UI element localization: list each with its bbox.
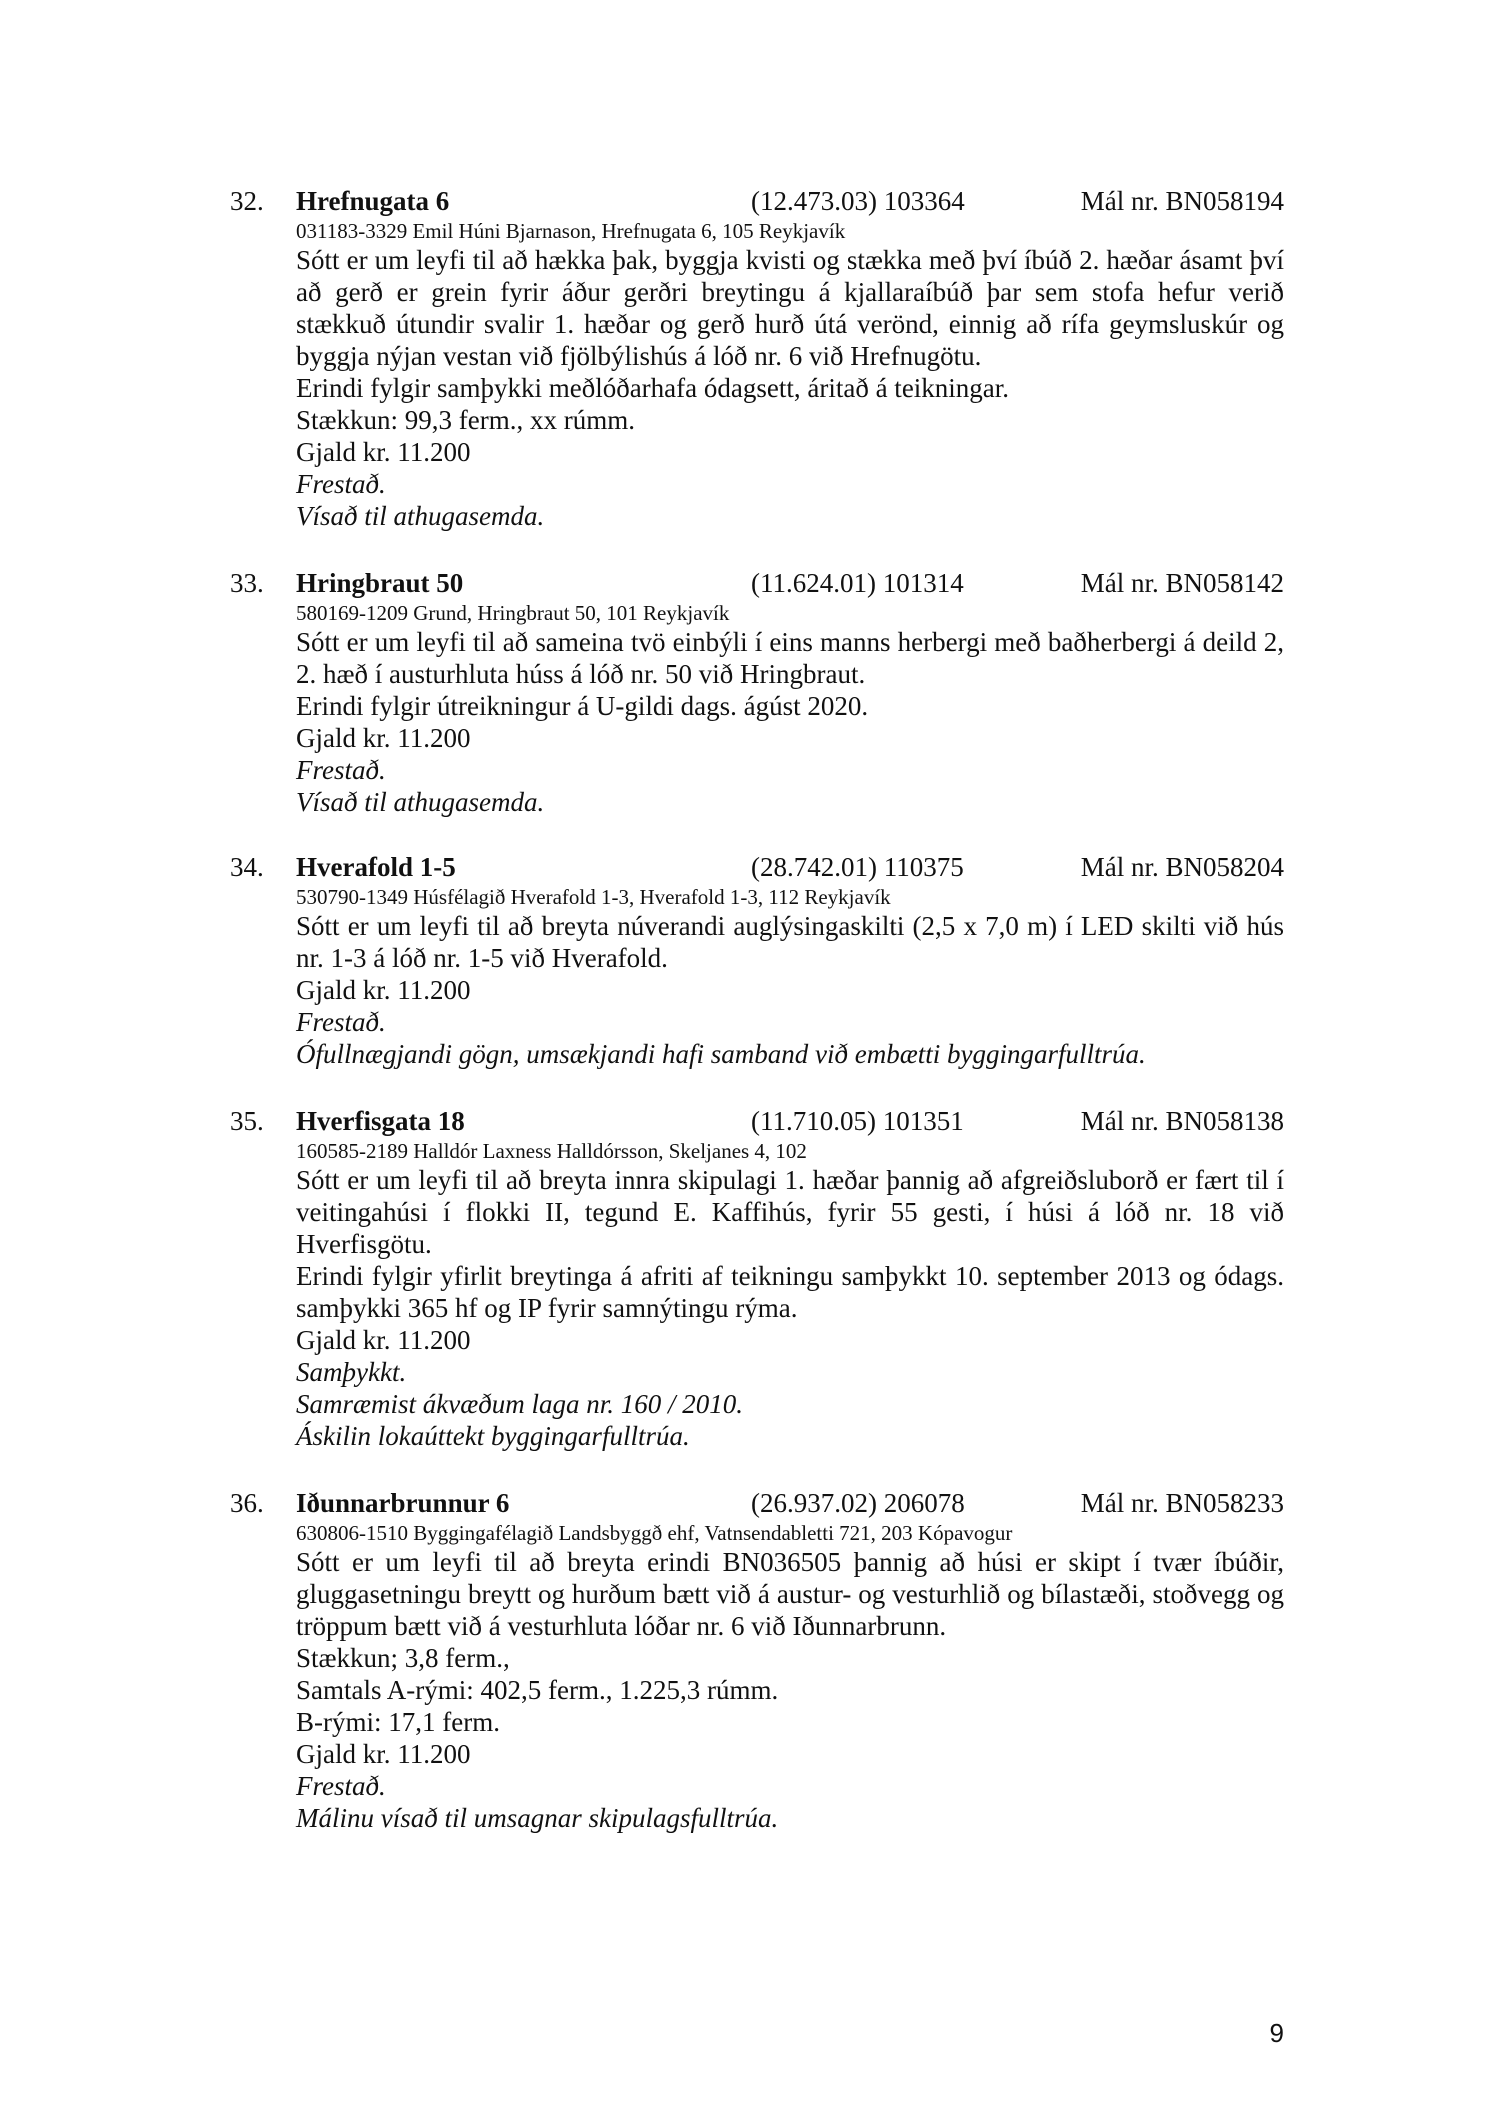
property-code: (12.473.03) 103364 (751, 186, 965, 216)
entry-address: Hrefnugata 6 (296, 186, 450, 216)
property-code: (11.624.01) 101314 (751, 568, 964, 598)
entry-address: Hverfisgata 18 (296, 1106, 465, 1136)
page-number: 9 (1269, 2018, 1284, 2048)
case-number: Mál nr. BN058204 (1080, 852, 1284, 882)
description: Sótt er um leyfi til að sameina tvö einbýli í eins manns herbergi með baðherbergi á deild 2, 2. hæð í austurhluta húss á lóð nr. 50 við Hringbraut. (296, 627, 1284, 689)
detail-line: B-rými: 17,1 ferm. (296, 1707, 500, 1737)
entry-number: 33. (230, 568, 264, 598)
entry-address: Hverafold 1-5 (296, 852, 456, 882)
decision: Áskilin lokaúttekt byggingarfulltrúa. (296, 1421, 690, 1451)
applicant: 530790-1349 Húsfélagið Hverafold 1-3, Hverafold 1-3, 112 Reykjavík (296, 885, 891, 909)
fee-line: Gjald kr. 11.200 (296, 975, 471, 1005)
entry-body (296, 1138, 1284, 1452)
description: Sótt er um leyfi til að breyta erindi BN036505 þannig að húsi er skipt í tvær íbúðir, gluggasetningu breytt og hurðum bætt við á austur- og vesturhlið og bílastæði, stoðvegg og tröppum bætt við á vesturhluta lóðar nr. 6 við Iðunnarbrunn. (296, 1547, 1284, 1641)
detail-line: Erindi fylgir yfirlit breytinga á afriti af teikningu samþykkt 10. september 2013 og ódags. samþykki 365 hf og IP fyrir samnýtingu rýma. (296, 1261, 1284, 1323)
decision: Samþykkt. (296, 1357, 407, 1387)
case-entry (230, 1104, 1284, 1452)
case-number: Mál nr. BN058194 (1080, 186, 1284, 216)
decision: Frestað. (296, 1007, 386, 1037)
detail-line: Samtals A-rými: 402,5 ferm., 1.225,3 rúmm. (296, 1675, 779, 1705)
property-code: (26.937.02) 206078 (751, 1488, 965, 1518)
fee-line: Gjald kr. 11.200 (296, 1739, 471, 1769)
decision: Málinu vísað til umsagnar skipulagsfulltrúa. (296, 1803, 779, 1833)
detail-line: Stækkun: 99,3 ferm., xx rúmm. (296, 405, 635, 435)
case-entry (230, 184, 1284, 532)
decision: Samræmist ákvæðum laga nr. 160 / 2010. (296, 1389, 744, 1419)
decision: Vísað til athugasemda. (296, 787, 545, 817)
detail-line: Stækkun; 3,8 ferm., (296, 1643, 510, 1673)
applicant: 580169-1209 Grund, Hringbraut 50, 101 Reykjavík (296, 601, 730, 625)
case-entry (230, 566, 1284, 818)
entry-number: 32. (230, 186, 264, 216)
decision: Frestað. (296, 469, 386, 499)
entry-header (230, 184, 1284, 218)
entry-address: Hringbraut 50 (296, 568, 464, 598)
applicant: 031183-3329 Emil Húni Bjarnason, Hrefnugata 6, 105 Reykjavík (296, 219, 846, 243)
fee-line: Gjald kr. 11.200 (296, 437, 471, 467)
entry-header (230, 1104, 1284, 1138)
entry-header (230, 850, 1284, 884)
case-number: Mál nr. BN058233 (1080, 1488, 1284, 1518)
entry-body (296, 1520, 1284, 1834)
case-number: Mál nr. BN058138 (1080, 1106, 1284, 1136)
detail-line: Erindi fylgir útreikningur á U-gildi dags. ágúst 2020. (296, 691, 869, 721)
detail-line: Erindi fylgir samþykki meðlóðarhafa ódagsett, áritað á teikningar. (296, 373, 1010, 403)
case-entry (230, 850, 1284, 1070)
decision: Frestað. (296, 755, 386, 785)
description: Sótt er um leyfi til að hækka þak, byggja kvisti og stækka með því íbúð 2. hæðar ásamt því að gerð er grein fyrir áður gerðri breytingu á kjallaraíbúð þar sem stofa hefur verið stækkuð útundir svalir 1. hæðar og gerð hurð útá verönd, einnig að rífa geymsluskúr og byggja nýjan vestan við fjölbýlishús á lóð nr. 6 við Hrefnugötu. (296, 245, 1284, 371)
applicant: 160585-2189 Halldór Laxness Halldórsson, Skeljanes 4, 102 (296, 1139, 807, 1163)
fee-line: Gjald kr. 11.200 (296, 1325, 471, 1355)
fee-line: Gjald kr. 11.200 (296, 723, 471, 753)
case-entry (230, 1486, 1284, 1834)
applicant: 630806-1510 Byggingafélagið Landsbyggð ehf, Vatnsendabletti 721, 203 Kópavogur (296, 1521, 1013, 1545)
case-number: Mál nr. BN058142 (1080, 568, 1284, 598)
decision: Frestað. (296, 1771, 386, 1801)
entry-header (230, 1486, 1284, 1520)
entry-body (296, 600, 1284, 818)
decision: Ófullnægjandi gögn, umsækjandi hafi samband við embætti byggingarfulltrúa. (296, 1039, 1146, 1069)
decision: Vísað til athugasemda. (296, 501, 545, 531)
entry-address: Iðunnarbrunnur 6 (296, 1488, 510, 1518)
entry-number: 35. (230, 1106, 264, 1136)
property-code: (11.710.05) 101351 (751, 1106, 964, 1136)
property-code: (28.742.01) 110375 (751, 852, 964, 882)
entry-number: 34. (230, 852, 264, 882)
entry-body (296, 884, 1284, 1070)
entry-body (296, 218, 1284, 532)
entry-number: 36. (230, 1488, 264, 1518)
description: Sótt er um leyfi til að breyta núverandi auglýsingaskilti (2,5 x 7,0 m) í LED skilti við hús nr. 1-3 á lóð nr. 1-5 við Hverafold. (296, 911, 1284, 973)
description: Sótt er um leyfi til að breyta innra skipulagi 1. hæðar þannig að afgreiðsluborð er fært til í veitingahúsi í flokki II, tegund E. Kaffihús, fyrir 55 gesti, í húsi á lóð nr. 18 við Hverfisgötu. (296, 1165, 1284, 1259)
entry-header (230, 566, 1284, 600)
